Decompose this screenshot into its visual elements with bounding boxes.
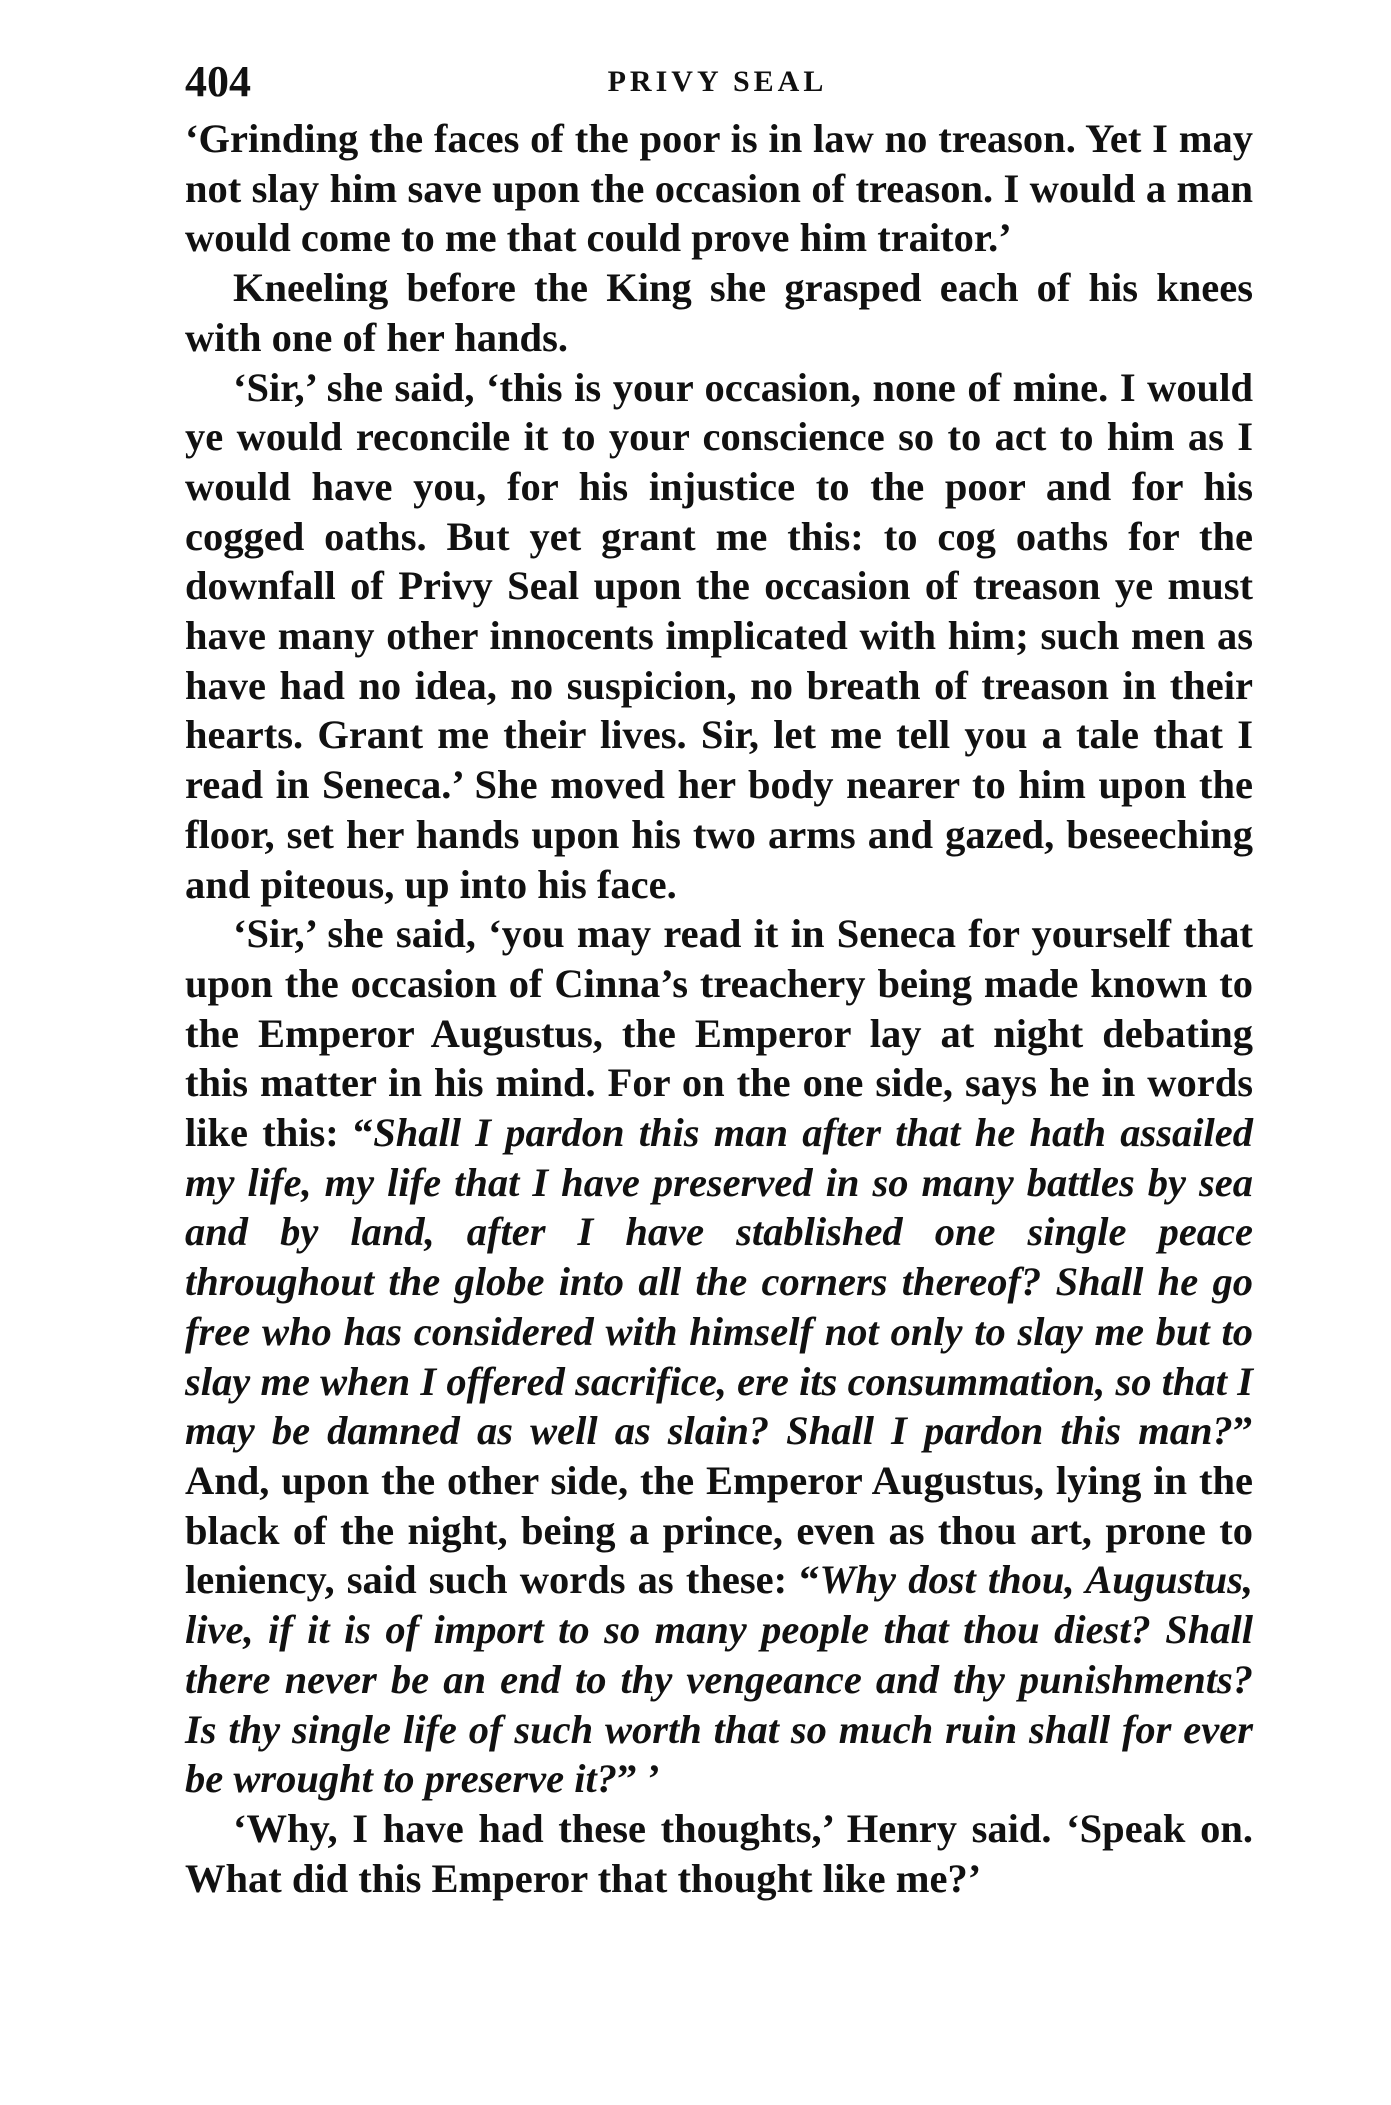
paragraph-4-roman-c: ” ’: [617, 1756, 661, 1802]
paragraph-4-roman-a: ‘Sir,’ she said, ‘you may read it in Seneca for yourself that upon the occasion of Cinna’s treachery being made known to the Emperor Augustus, the Emperor lay at night debating this matter in his mind. For on the one side, says he in words like this: “: [185, 911, 1253, 1156]
paragraph-5: ‘Why, I have had these thoughts,’ Henry said. ‘Speak on. What did this Emperor that thought like me?’: [185, 1805, 1253, 1901]
page-header: [185, 52, 1250, 112]
paragraph-4-italic-quote-2: Why dost thou, Augustus, live, if it is of import to so many people that thou diest? Shall there never be an end to thy vengeance and thy punishments? Is thy single life of such worth that so much ruin shall for ever be wrought to preserve it?: [185, 1557, 1253, 1802]
running-head: PRIVY SEAL: [607, 65, 828, 98]
body-text: [185, 114, 1253, 1903]
paragraph-4-italic-quote-1: Shall I pardon this man after that he hath assailed my life, my life that I have preserved in so many battles by sea and by land, after I have stablished one single peace throughout the globe into all the corners thereof? Shall he go free who has considered with himself not only to slay me but to slay me when I offered sacrifice, ere its consummation, so that I may be damned as well as slain? Shall I pardon this man?: [185, 1110, 1254, 1454]
paragraph-4: [185, 909, 1253, 1804]
paragraph-2: Kneeling before the King she grasped each of his knees with one of her hands.: [185, 265, 1253, 360]
page-number: 404: [185, 57, 251, 106]
paragraph-1: ‘Grinding the faces of the poor is in law no treason. Yet I may not slay him save upon the occasion of treason. I would a man would come to me that could prove him traitor.’: [185, 116, 1253, 261]
paragraph-4-roman-b: ” And, upon the other side, the Emperor Augustus, lying in the black of the night, being a prince, even as thou art, prone to leniency, said such words as these: “: [185, 1408, 1253, 1603]
paragraph-3: ‘Sir,’ she said, ‘this is your occasion, none of mine. I would ye would reconcile it to your conscience so to act to him as I would have you, for his injustice to the poor and for his cogged oaths. But yet grant me this: to cog oaths for the downfall of Privy Seal upon the occasion of treason ye must have many other innocents implicated with him; such men as have had no idea, no suspicion, no breath of treason in their hearts. Grant me their lives. Sir, let me tell you a tale that I read in Seneca.’ She moved her body nearer to him upon the floor, set her hands upon his two arms and gazed, beseeching and piteous, up into his face.: [185, 364, 1253, 907]
